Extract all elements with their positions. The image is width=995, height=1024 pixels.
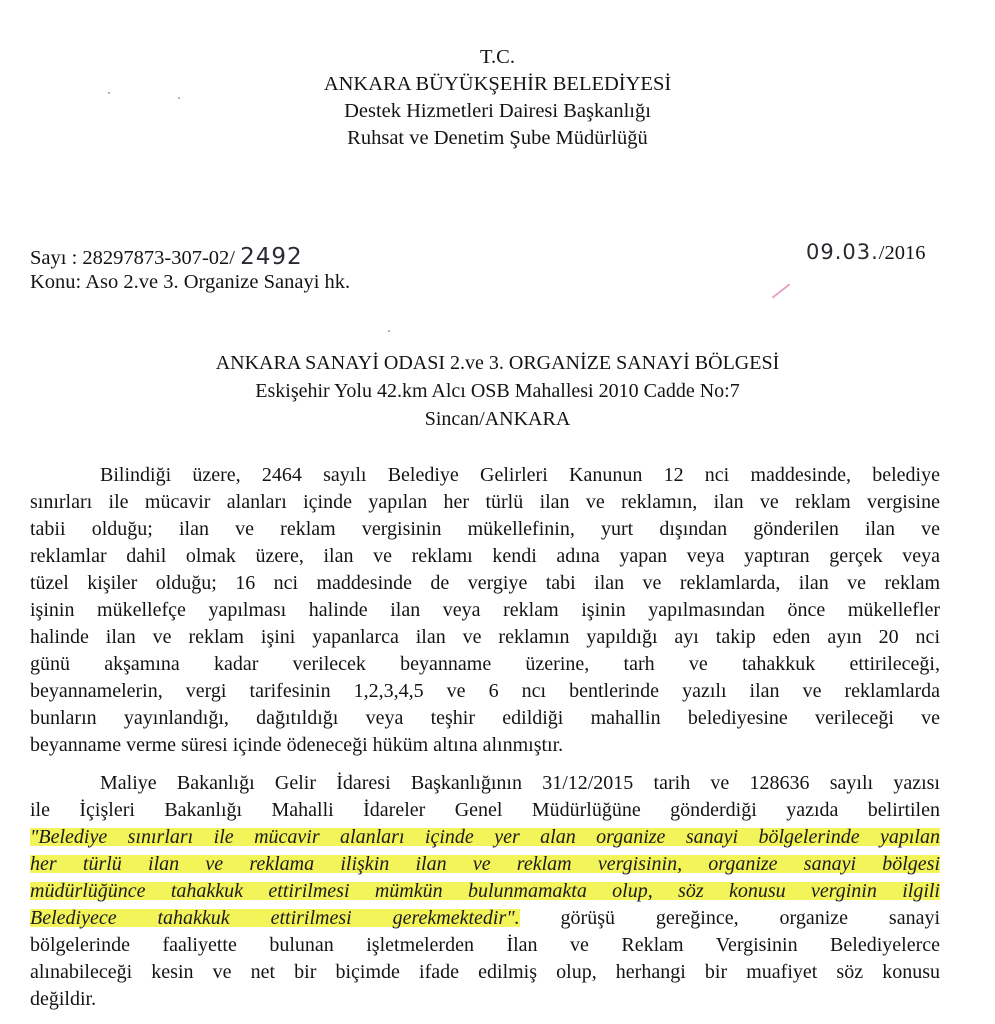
header-institution: ANKARA BÜYÜKŞEHİR BELEDİYESİ xyxy=(323,73,672,95)
konu-label: Konu: xyxy=(30,271,82,293)
body-line: bölgelerinde faaliyette bulunan işletmelerden İlan ve Reklam Vergisinin Belediyelerce xyxy=(30,934,940,956)
body-line: alınabileceği kesin ve net bir biçimde ifade edilmiş olup, herhangi bir muafiyet söz konusu xyxy=(30,961,940,983)
header-directorate: Ruhsat ve Denetim Şube Müdürlüğü xyxy=(347,127,648,149)
highlighted-quote-line xyxy=(30,905,940,932)
highlight-mark: her türlü ilan ve reklama ilişkin ilan ve reklam vergisinin, organize sanayi bölgesi xyxy=(30,853,940,875)
body-line: halinde ilan ve reklam işini yapanlarca ilan ve reklamın yapıldığı ayı takip eden ayın 20 nci xyxy=(30,626,940,648)
highlighted-quote-line xyxy=(30,851,940,878)
header-tc: T.C. xyxy=(480,46,515,68)
body-line: işinin mükellefçe yapılması halinde ilan veya reklam işinin yapılmasından önce mükellefler xyxy=(30,599,940,621)
reference-number-line: Sayı : 28297873-307-02/ 2492 xyxy=(30,244,303,270)
sayi-prefix: 28297873-307-02/ xyxy=(82,247,236,269)
body-line: Bilindiği üzere, 2464 sayılı Belediye Gelirleri Kanunun 12 nci maddesinde, belediye xyxy=(100,464,940,486)
body-line: değildir. xyxy=(30,988,97,1010)
recipient-city: Sincan/ANKARA xyxy=(424,408,571,430)
body-line: ile İçişleri Bakanlığı Mahalli İdareler Genel Müdürlüğüne gönderdiği yazıda belirtilen xyxy=(30,799,940,821)
body-line: tüzel kişiler olduğu; 16 nci maddesinde de vergiye tabi ilan ve reklamlarda, ilan ve reklam xyxy=(30,572,940,594)
recipient-address: Eskişehir Yolu 42.km Alcı OSB Mahallesi 2010 Cadde No:7 xyxy=(255,380,740,402)
header-department: Destek Hizmetleri Dairesi Başkanlığı xyxy=(344,100,651,122)
recipient-name: ANKARA SANAYİ ODASI 2.ve 3. ORGANİZE SANAYİ BÖLGESİ xyxy=(215,352,780,374)
body-line: beyanname verme süresi içinde ödeneceği hüküm altına alınmıştır. xyxy=(30,734,564,756)
highlighted-quote-line xyxy=(30,824,940,851)
konu-value: Aso 2.ve 3. Organize Sanayi hk. xyxy=(85,271,351,293)
body-line: beyannamelerin, vergi tarifesinin 1,2,3,4,5 ve 6 ncı bentlerinde yazılı ilan ve reklamlarda xyxy=(30,680,940,702)
highlight-mark: "Belediye sınırları ile mücavir alanları içinde yer alan organize sanayi bölgelerinde yapılan xyxy=(30,826,940,848)
sayi-handwritten-number: 2492 xyxy=(240,244,303,270)
body-line: reklamlar dahil olmak üzere, ilan ve reklamı kendi adına yapan veya yaptıran gerçek veya xyxy=(30,545,940,567)
body-line: günü akşamına kadar verilecek beyanname üzerine, tarh ve tahakkuk ettirileceği, xyxy=(30,653,940,675)
pink-pen-mark xyxy=(772,283,791,298)
date-handwritten: 09.03. xyxy=(806,240,879,264)
scan-speck xyxy=(178,97,180,99)
document-date xyxy=(806,240,926,265)
body-line: tabii olduğu; ilan ve reklam vergisinin mükellefinin, yurt dışından gönderilen ilan ve xyxy=(30,518,940,540)
sayi-label: Sayı xyxy=(30,247,67,269)
highlight-mark: Belediyece tahakkuk ettirilmesi gerekmektedir". xyxy=(30,907,520,929)
body-line: sınırları ile mücavir alanları içinde yapılan her türlü ilan ve reklamın, ilan ve reklam vergisine xyxy=(30,491,940,513)
body-line: Maliye Bakanlığı Gelir İdaresi Başkanlığının 31/12/2015 tarih ve 128636 sayılı yazısı xyxy=(100,772,940,794)
body-text: görüşü gereğince, organize sanayi xyxy=(560,907,941,929)
highlight-mark: müdürlüğünce tahakkuk ettirilmesi mümkün bulunmamakta olup, söz konusu verginin ilgili xyxy=(30,880,940,902)
subject-line xyxy=(30,271,350,294)
body-line: bunların yayınlandığı, dağıtıldığı veya teşhir edildiği mahallin belediyesine verileceği ve xyxy=(30,707,940,729)
scan-speck xyxy=(388,330,390,332)
highlighted-quote-line xyxy=(30,878,940,905)
date-year: /2016 xyxy=(878,242,926,264)
scan-speck xyxy=(108,92,110,94)
